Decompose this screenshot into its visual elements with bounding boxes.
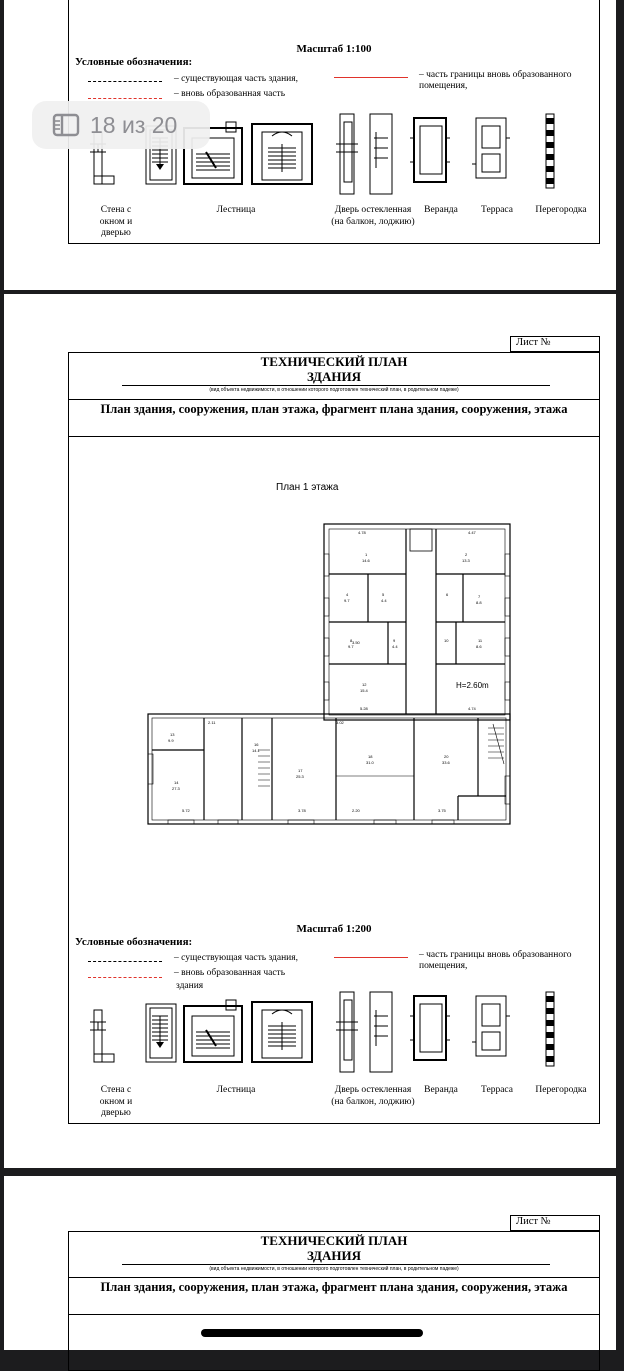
height-mark: H=2.60m	[456, 681, 489, 690]
sheet-no-label: Лист №	[516, 337, 551, 348]
svg-text:9.7: 9.7	[348, 644, 354, 649]
svg-text:3.50: 3.50	[352, 640, 360, 645]
svg-text:2.11: 2.11	[208, 720, 216, 725]
svg-text:14.6: 14.6	[362, 558, 370, 563]
plan-caption: План 1 этажа	[276, 482, 339, 493]
doc-title-line2: ЗДАНИЯ	[306, 1248, 361, 1263]
room-label: 1	[365, 552, 368, 557]
document-page-sheet	[4, 294, 616, 1168]
svg-text:6: 6	[446, 592, 449, 597]
svg-text:5.72: 5.72	[182, 808, 190, 813]
doc-subtitle: (вид объекта недвижимости, в отношении которого подготовлен технический план, в родительном падеже)	[209, 1266, 459, 1272]
label-door: Дверь остекленная (на балкон, лоджию)	[331, 205, 415, 227]
svg-text:33.6: 33.6	[442, 760, 450, 765]
svg-text:10: 10	[444, 638, 449, 643]
legend-symbols	[68, 986, 600, 1086]
svg-text:17: 17	[298, 768, 303, 773]
section-title: План здания, сооружения, план этажа, фрагмент плана здания, сооружения, этажа	[100, 1280, 568, 1294]
lower-wing-outline	[148, 714, 510, 824]
svg-text:20: 20	[444, 754, 449, 759]
svg-text:13.3: 13.3	[462, 558, 470, 563]
svg-text:18: 18	[368, 754, 373, 759]
doc-title-line1: ТЕХНИЧЕСКИЙ ПЛАН	[260, 1233, 408, 1248]
svg-text:9.9: 9.9	[168, 738, 174, 743]
svg-text:9.7: 9.7	[344, 598, 350, 603]
label-veranda: Веранда	[424, 1085, 458, 1095]
label-terrace: Терраса	[481, 205, 513, 215]
svg-text:14: 14	[174, 780, 179, 785]
new-part-line-sample	[88, 98, 162, 99]
svg-text:3.75: 3.75	[438, 808, 446, 813]
scale-label: Масштаб 1:100	[296, 43, 372, 55]
label-stairs: Лестница	[216, 1085, 256, 1095]
border-line-sample	[334, 77, 408, 78]
svg-text:14.1: 14.1	[252, 748, 260, 753]
svg-text:2: 2	[465, 552, 468, 557]
document-page-next	[4, 1176, 616, 1350]
svg-text:4.4: 4.4	[392, 644, 398, 649]
home-indicator[interactable]	[201, 1329, 423, 1337]
svg-text:16: 16	[254, 742, 259, 747]
doc-title-line1: ТЕХНИЧЕСКИЙ ПЛАН	[260, 354, 408, 369]
svg-text:12: 12	[362, 682, 367, 687]
label-terrace: Терраса	[481, 1085, 513, 1095]
svg-text:4.78: 4.78	[358, 530, 366, 535]
existing-label: – существующая часть здания,	[174, 953, 299, 963]
svg-text:4.4: 4.4	[381, 598, 387, 603]
border-label: – часть границы вновь образованного помещения,	[419, 70, 572, 91]
svg-text:5: 5	[382, 592, 385, 597]
svg-text:4: 4	[346, 592, 349, 597]
new-part-label: – вновь образованная часть	[174, 968, 286, 978]
label-wall: Стена с окном и дверью	[99, 205, 133, 238]
svg-text:4.47: 4.47	[468, 530, 476, 535]
label-veranda: Веранда	[424, 205, 458, 215]
section-title: План здания, сооружения, план этажа, фрагмент плана здания, сооружения, этажа	[100, 402, 568, 416]
existing-label: – существующая часть здания,	[174, 74, 299, 84]
legend-title-sheet: Условные обозначения:	[75, 936, 193, 948]
floor-plan	[138, 514, 518, 824]
doc-title-line2: ЗДАНИЯ	[306, 369, 361, 384]
new-part-label-cut: здания	[176, 981, 204, 991]
page-counter-text: 18 из 20	[90, 111, 178, 138]
existing-line-sample	[88, 961, 162, 962]
svg-text:25.3: 25.3	[296, 774, 304, 779]
label-door: Дверь остекленная (на балкон, лоджию)	[331, 1085, 415, 1107]
border-label: – часть границы вновь образованного помещения,	[419, 950, 572, 971]
svg-text:9: 9	[393, 638, 396, 643]
svg-text:4.74: 4.74	[468, 706, 476, 711]
scale-label-sheet: Масштаб 1:200	[296, 923, 372, 935]
svg-text:31.0: 31.0	[366, 760, 374, 765]
sheet-no-label: Лист №	[516, 1216, 551, 1227]
label-partition: Перегородка	[535, 205, 587, 215]
label-partition: Перегородка	[535, 1085, 587, 1095]
svg-text:15.4: 15.4	[360, 688, 368, 693]
svg-text:13: 13	[170, 732, 175, 737]
new-part-line-sample	[88, 977, 162, 978]
border-line-sample	[334, 957, 408, 958]
existing-line-sample	[88, 81, 162, 82]
label-wall: Стена с окном и дверью	[99, 1085, 133, 1118]
svg-text:8.6: 8.6	[476, 644, 482, 649]
svg-text:8.8: 8.8	[476, 600, 482, 605]
doc-subtitle: (вид объекта недвижимости, в отношении которого подготовлен технический план, в родительном падеже)	[209, 387, 459, 393]
svg-text:8: 8	[350, 638, 353, 643]
svg-text:5.28: 5.28	[360, 706, 368, 711]
legend-title: Условные обозначения:	[75, 56, 193, 68]
svg-text:3.78: 3.78	[298, 808, 306, 813]
svg-text:3.02: 3.02	[336, 720, 344, 725]
label-stairs: Лестница	[216, 205, 256, 215]
page-counter-badge[interactable]	[32, 101, 210, 149]
new-part-label: – вновь образованная часть	[174, 89, 286, 99]
svg-text:2.20: 2.20	[352, 808, 360, 813]
svg-text:7: 7	[478, 594, 481, 599]
svg-text:11: 11	[478, 638, 483, 643]
svg-text:27.3: 27.3	[172, 786, 180, 791]
pages-icon	[52, 113, 80, 137]
